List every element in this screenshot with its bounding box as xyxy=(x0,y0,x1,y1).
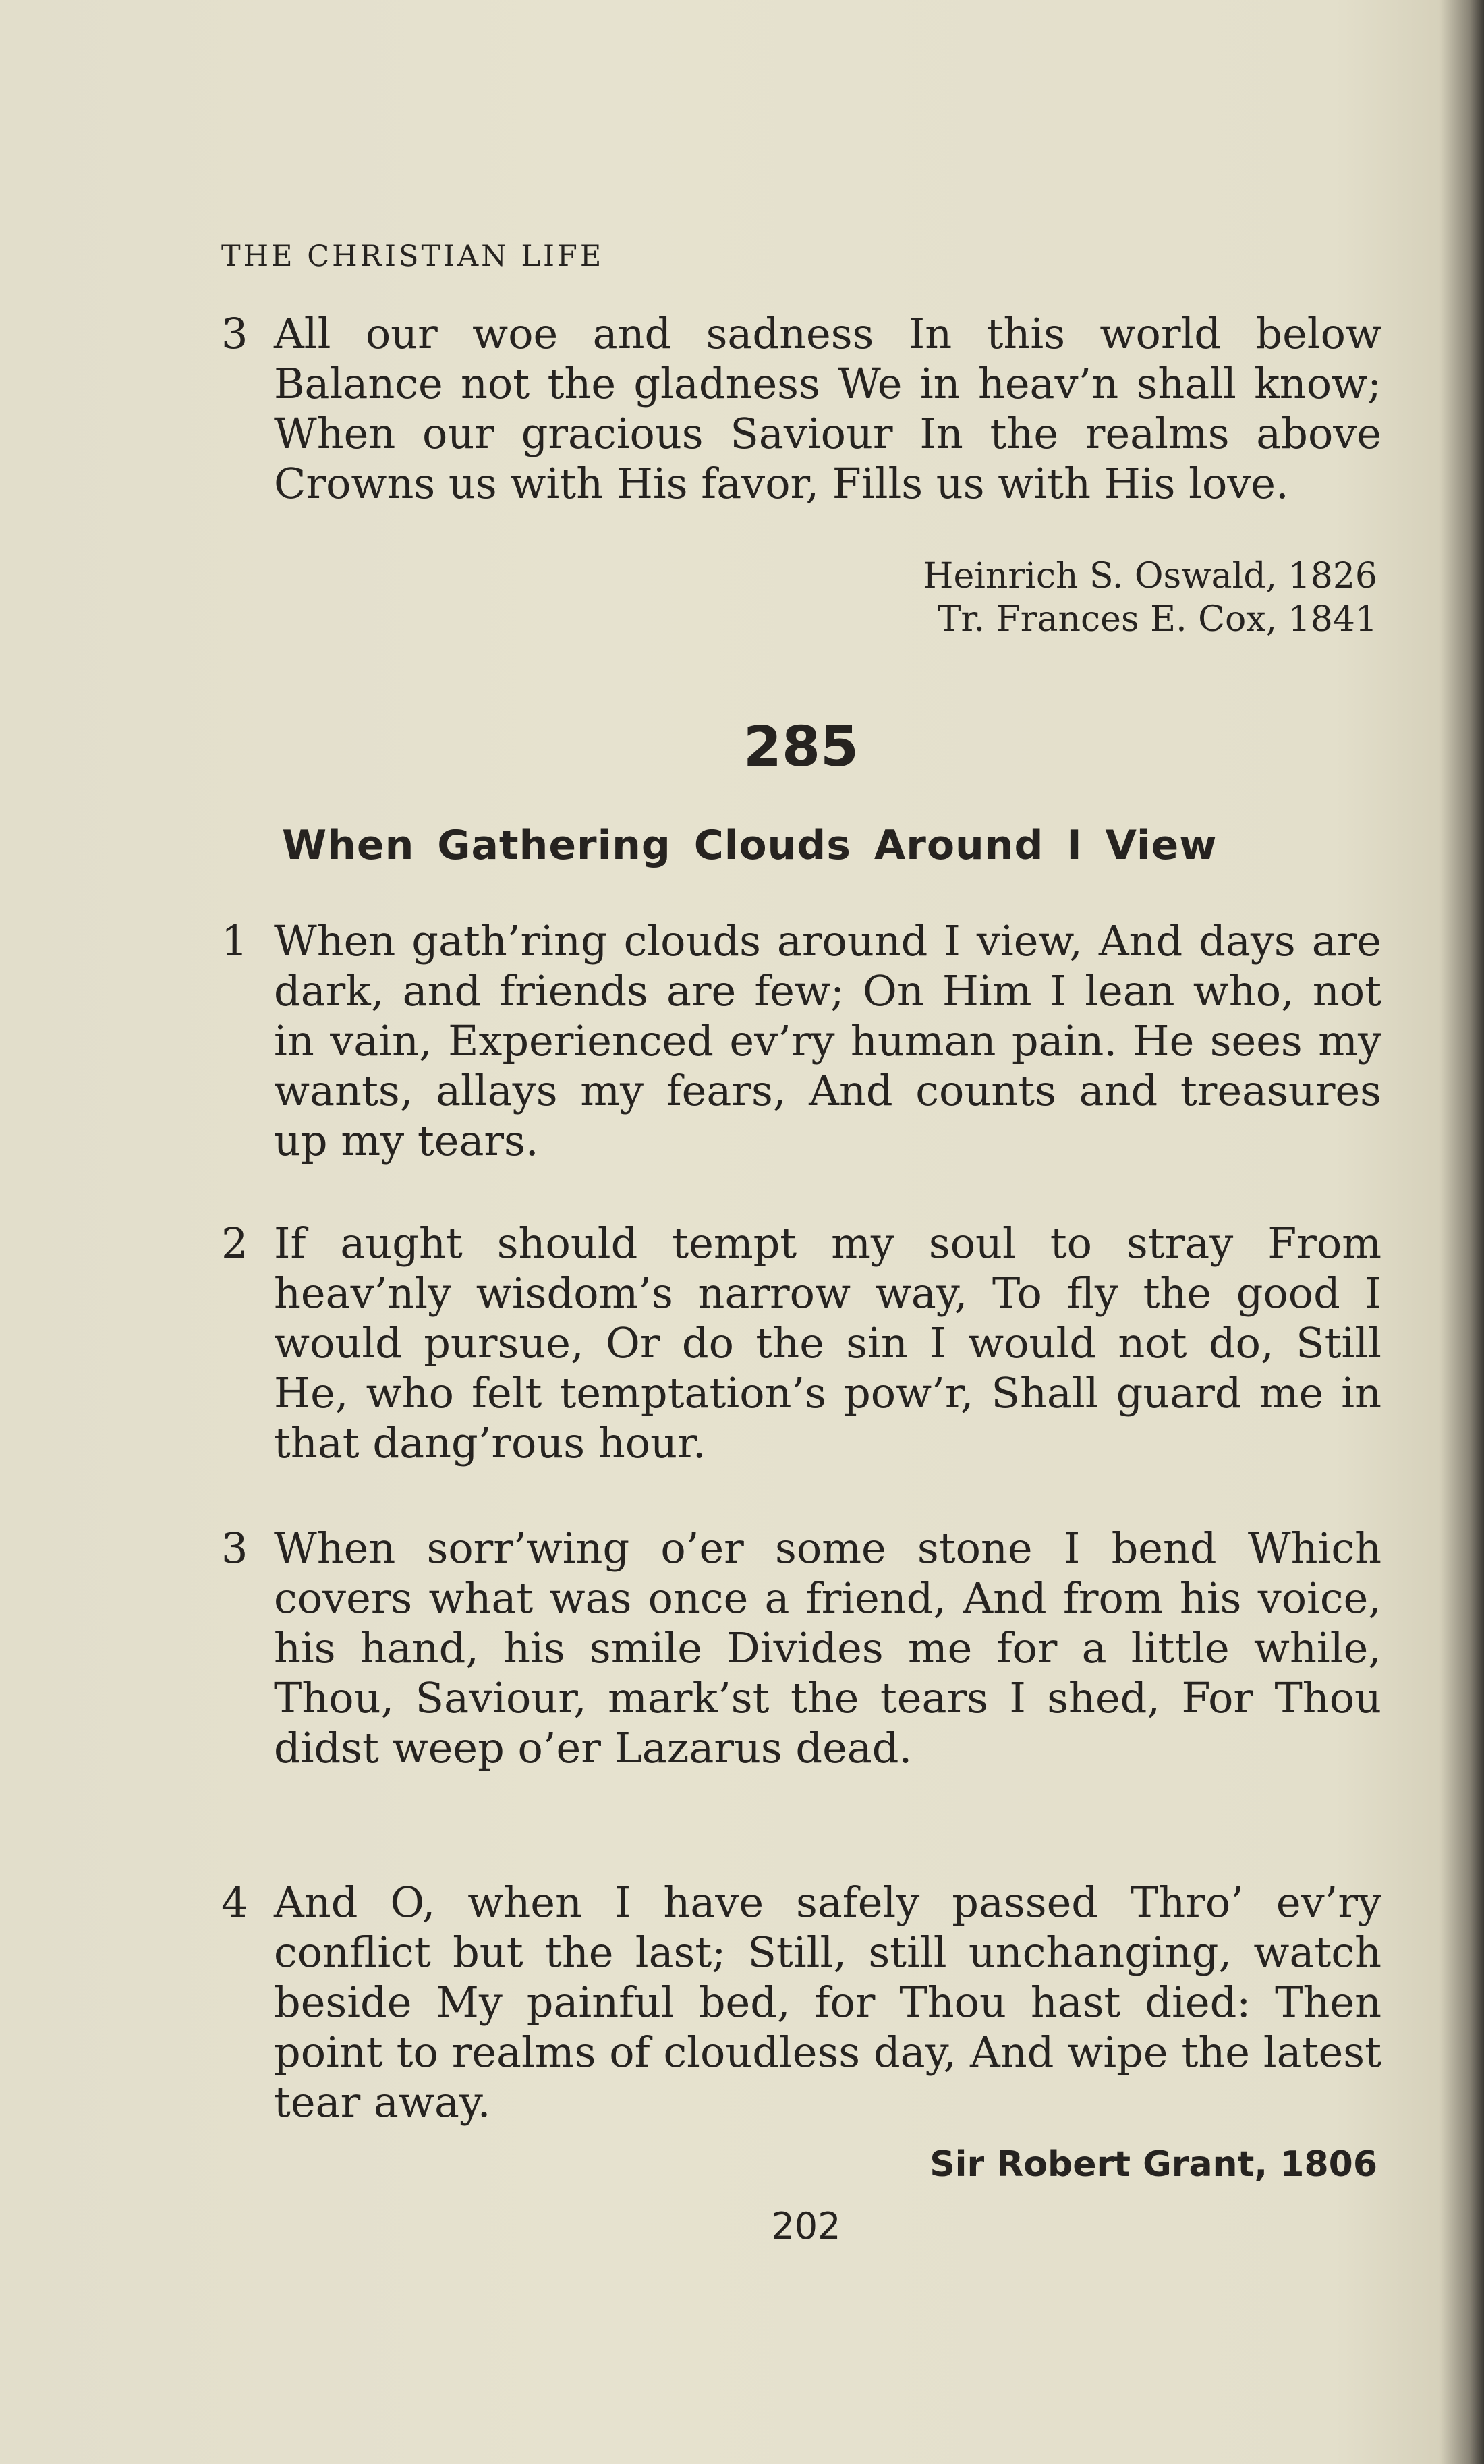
stanza-text: When sorr’wing o’er some stone I bend Which covers what was once a friend, And from his voice, his hand, his smile Divides me for a little while, Thou, Saviour, mark’st the tears I shed, For Thou didst weep o’er Lazarus dead. xyxy=(274,1523,1381,1772)
stanza-number: 4 xyxy=(221,1878,248,1927)
stanza-number: 1 xyxy=(221,916,248,965)
stanza-text: All our woe and sadness In this world below Balance not the gladness We in heav’n shall know; When our gracious Saviour In the realms above Crowns us with His favor, Fills us with His love. xyxy=(274,309,1381,508)
hymn-attribution: Sir Robert Grant, 1806 xyxy=(930,2144,1377,2185)
stanza-1 xyxy=(221,916,1381,1166)
running-head: THE CHRISTIAN LIFE xyxy=(221,240,604,273)
prev-hymn-attribution xyxy=(923,555,1377,641)
stanza-text: And O, when I have safely passed Thro’ ev’ry conflict but the last; Still, still unchanging, watch beside My painful bed, for Thou hast died: Then point to realms of cloudless day, And wipe the latest tear away. xyxy=(274,1878,1381,2127)
hymn-title: When Gathering Clouds Around I View xyxy=(282,822,1218,869)
page-number: 202 xyxy=(771,2205,841,2247)
author-credit: Heinrich S. Oswald, 1826 xyxy=(923,556,1377,596)
stanza-number: 3 xyxy=(221,1523,248,1573)
stanza-2 xyxy=(221,1219,1381,1468)
stanza-number: 3 xyxy=(221,309,248,358)
prev-hymn-stanza xyxy=(221,309,1381,509)
stanza-3 xyxy=(221,1523,1381,1773)
stanza-4 xyxy=(221,1878,1381,2127)
stanza-text: When gath’ring clouds around I view, And days are dark, and friends are few; On Him I lean who, not in vain, Experienced ev’ry human pain. He sees my wants, allays my fears, And counts and treasures up my tears. xyxy=(274,916,1381,1165)
stanza-text: If aught should tempt my soul to stray From heav’nly wisdom’s narrow way, To fly the good I would pursue, Or do the sin I would not do, Still He, who felt temptation’s pow’r, Shall guard me in that dang’rous hour. xyxy=(274,1219,1381,1467)
hymn-number: 285 xyxy=(743,715,859,779)
stanza-number: 2 xyxy=(221,1219,248,1268)
translator-credit: Tr. Frances E. Cox, 1841 xyxy=(937,599,1377,640)
